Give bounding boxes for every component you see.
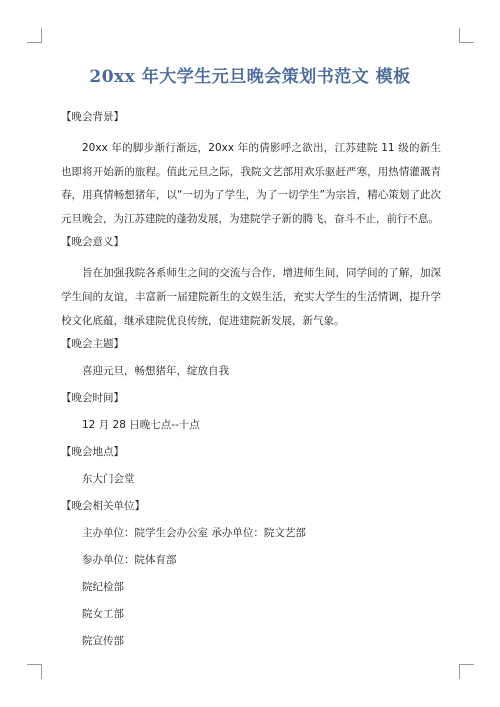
section-heading-time: 【晚会时间】 [61, 392, 124, 405]
section-heading-theme: 【晚会主题】 [61, 338, 124, 351]
section-heading-units: 【晚会相关单位】 [61, 500, 145, 513]
place-text: 东大门会堂 [82, 473, 135, 486]
page-corner-mark-top-right [459, 28, 474, 43]
units-host-line: 主办单位：院学生会办公室 承办单位：院文艺部 [82, 527, 306, 540]
units-line-women: 院女工部 [82, 608, 124, 621]
meaning-paragraph: 旨在加强我院各系师生之间的交流与合作，增进师生间，同学间的了解，加深学生间的友谊，丰富新一届建院新生的文娱生活，充实大学生的生活情调，提升学校文化底蕴，继承建院优良传统，促进建院新发展，新气象。 [61, 267, 441, 327]
document-body [61, 110, 441, 661]
units-line-publicity: 院宣传部 [82, 635, 124, 648]
section-heading-place: 【晚会地点】 [61, 446, 124, 459]
page-corner-mark-bottom-right [459, 664, 474, 679]
units-line-discipline: 院纪检部 [82, 581, 124, 594]
section-heading-meaning: 【晚会意义】 [61, 236, 124, 249]
document-title: 20xx 年大学生元旦晚会策划书范文 模板 [89, 67, 411, 87]
background-paragraph: 20xx 年的脚步渐行渐远，20xx 年的倩影呼之欲出，江苏建院 11 级的新生也即将开始新的旅程。值此元旦之际，我院文艺部用欢乐驱赶严寒，用热情灌溉青春，用真情畅想猪年，以“一切为了学生，为了一切学生”为宗旨，精心策划了此次元旦晚会，为江苏建院的蓬勃发展，为建院学子新的腾飞，奋斗不止，前行不息。 [61, 142, 441, 225]
page-corner-mark-top-left [27, 28, 42, 43]
time-text: 12 月 28 日晚七点--十点 [82, 419, 200, 432]
units-participant-line: 参办单位：院体育部 [82, 554, 177, 567]
section-heading-background: 【晚会背景】 [61, 111, 124, 123]
page-corner-mark-bottom-left [27, 664, 42, 679]
theme-text: 喜迎元旦，畅想猪年，绽放自我 [82, 365, 229, 378]
